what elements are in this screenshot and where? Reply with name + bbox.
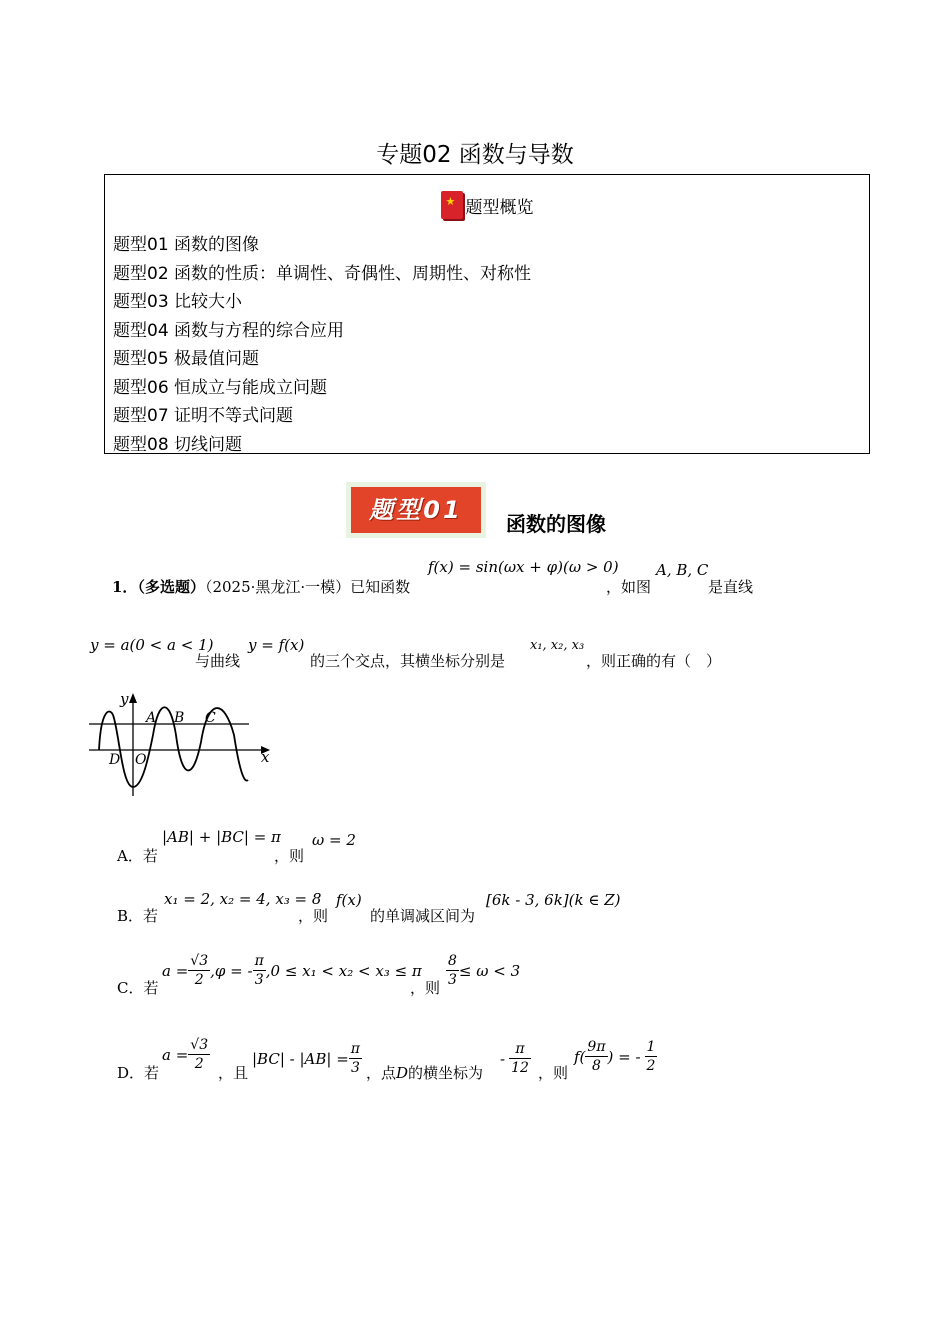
abscissas: x₁, x₂, x₃ (530, 638, 585, 653)
label-y: y (120, 690, 129, 708)
option-a-result: ω = 2 (312, 831, 356, 849)
list-item: 题型05 极最值问题 (113, 349, 260, 369)
question-line-1 (112, 576, 410, 597)
overview-box (104, 174, 870, 454)
option-c-result: $\frac{8}{3}$ ≤ ω < 3 (448, 953, 521, 988)
sine-graph-figure (84, 686, 284, 798)
question-type: （多选题） (137, 578, 205, 596)
overview-list (113, 231, 531, 459)
label-a: A (146, 710, 157, 726)
section-badge: 题型01 (346, 482, 486, 538)
list-item: 题型03 比较大小 (113, 292, 243, 312)
label-b: B (174, 710, 185, 726)
option-d-result: f( $\frac{9\pi}{8}$ ) = - $\frac{1}{2}$ (574, 1039, 656, 1074)
line-equation: y = a(0 < a < 1) (90, 636, 214, 654)
option-b-condition: x₁ = 2, x₂ = 4, x₃ = 8 (164, 890, 322, 908)
option-c-condition: a = $\frac{√3}{2}$ ,φ = - $\frac{\pi}{3}$ ,0 ≤ x₁ < x₂ < x₃ ≤ π (162, 953, 422, 988)
list-item: 题型06 恒成立与能成立问题 (113, 377, 328, 398)
label-o: O (135, 752, 147, 768)
option-a-condition: |AB| + |BC| = π (162, 828, 281, 846)
y-axis-arrow-icon (129, 693, 137, 703)
overview-heading: 题型概览 (465, 198, 534, 218)
list-item: 题型07 证明不等式问题 (113, 406, 294, 426)
section-title: 函数的图像 (506, 512, 606, 536)
book-icon (441, 191, 463, 219)
option-c-label: C．若 (117, 979, 159, 997)
label-c: C (205, 710, 216, 726)
page-title: 专题02 函数与导数 (376, 142, 574, 168)
option-d-abscissa: - $\frac{\pi}{12}$ (500, 1041, 529, 1076)
option-b-result: [6k - 3, 6k](k ∈ Z) (486, 891, 621, 909)
option-d-a-value: a = $\frac{√3}{2}$ (162, 1037, 209, 1072)
list-item: 题型08 切线问题 (113, 434, 243, 455)
option-a-label: A．若 (117, 847, 158, 865)
option-d-label: D．若 (117, 1064, 160, 1082)
points-abc: A, B, C (656, 561, 709, 579)
question-number: 1． (112, 578, 138, 596)
label-d: D (109, 752, 121, 768)
question-source: （2025·黑龙江·一模）已知函数 (204, 578, 411, 596)
list-item: 题型02 函数的性质：单调性、奇偶性、周期性、对称性 (113, 263, 532, 284)
curve-equation: y = f(x) (248, 636, 305, 654)
function-formula: f(x) = sin(ωx + φ)(ω > 0) (428, 558, 619, 576)
label-x: x (261, 748, 270, 766)
option-d-condition: |BC| - |AB| = $\frac{\pi}{3}$ (252, 1041, 360, 1076)
list-item: 题型01 函数的图像 (113, 235, 260, 255)
option-b-label: B．若 (117, 907, 159, 925)
list-item: 题型04 函数与方程的综合应用 (113, 320, 345, 341)
